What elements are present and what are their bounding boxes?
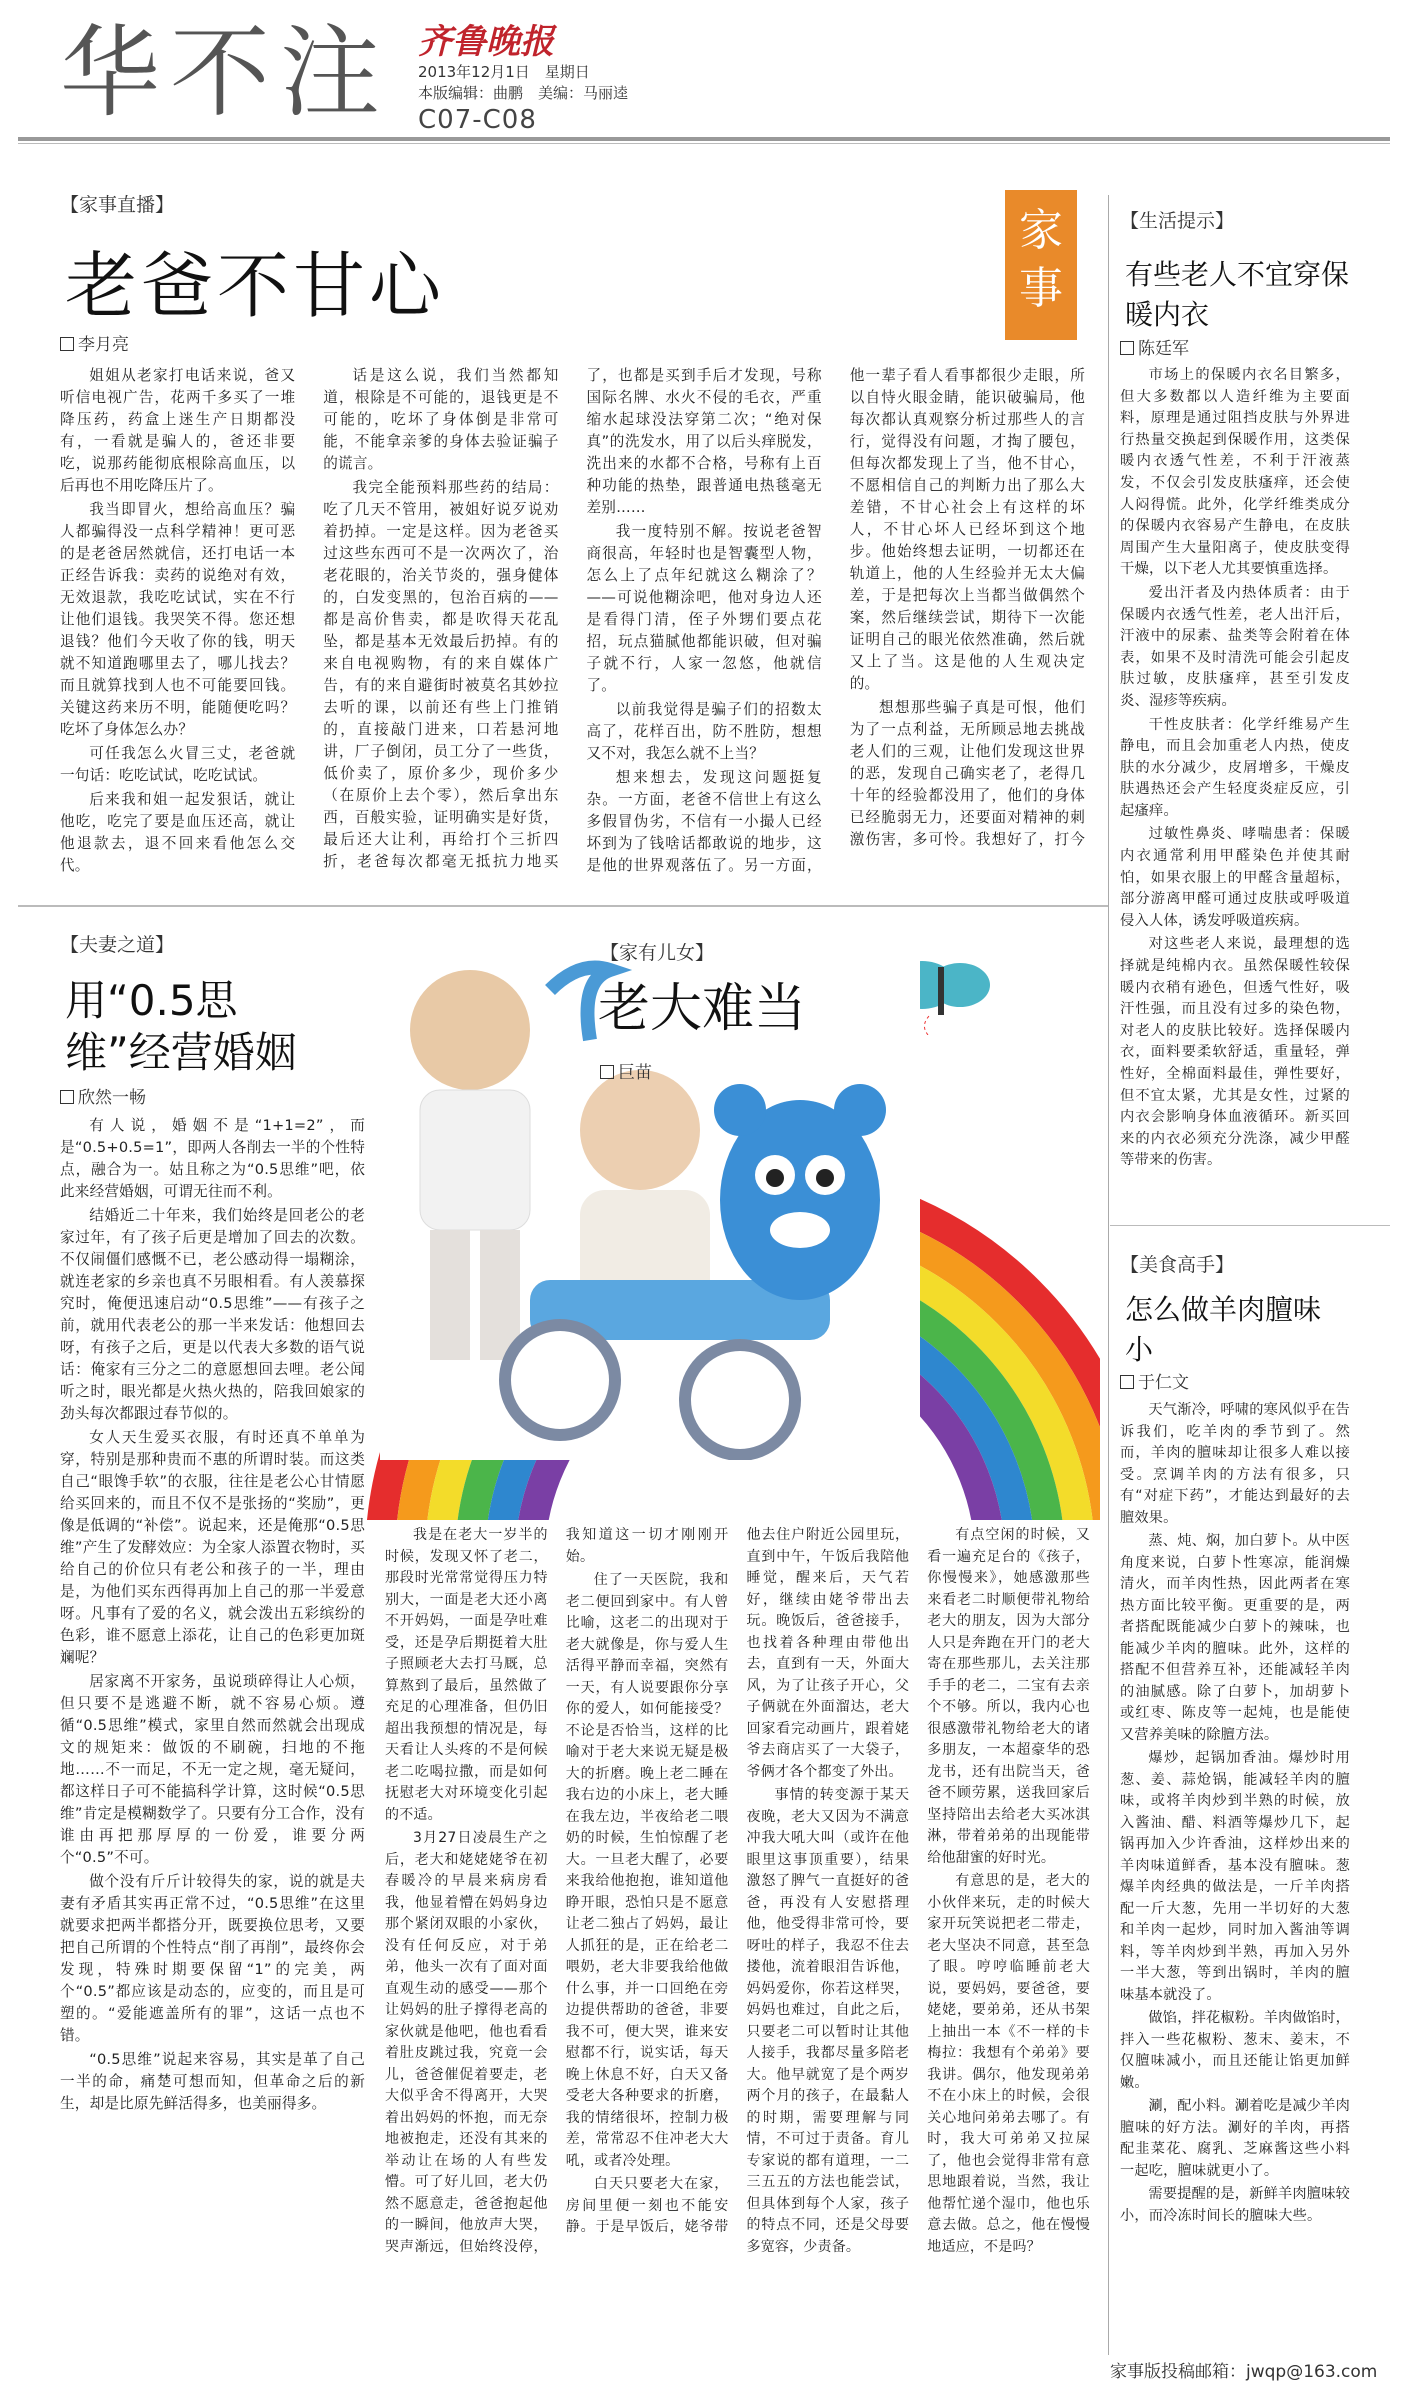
paragraph: 市场上的保暖内衣名目繁多，但大多数都以人造纤维为主要面料，原理是通过阻挡皮肤与外界进行热量交换起到保暖作用，这类保暖内衣透气性差，不利于汗液蒸发，不仅会引发皮肤瘙痒，还会使人闷得慌。此外，化学纤维类成分的保暖内衣容易产生静电，在皮肤周围产生大量阳离子，使皮肤变得干燥，以下老人尤其要慎重选择。 (1120, 367, 1350, 578)
editor-credits: 本版编辑：曲鹏 美编：马丽逵 (418, 84, 629, 102)
paragraph: 话是这么说，我们当然都知道，根除是不可能的，退钱更是不可能的，吃坏了身体倒是非常可能，不能拿亲爹的身体去验证骗子的谎言。 (323, 367, 559, 472)
section-tag-couple: 【夫妻之道】 (60, 934, 175, 956)
paragraph: 涮，配小料。涮着吃是减少羊肉膻味的好方法。涮好的羊肉，再搭配韭菜花、腐乳、芝麻酱这些小料一起吃，膻味就更小了。 (1120, 2098, 1350, 2179)
paragraph: 我是在老大一岁半的时候，发现又怀了老二，那段时光常常觉得压力特别大，一面是老大还小离不开妈妈，一面是孕吐难受，还是孕后期挺着大肚子照顾老大去打马厩，总算熬到了最后，虽然做了充足的心理准备，但仍旧超出我预想的情况是，每天看让人头疼的不是何候老二吃喝拉撒，而是如何抚慰老大对环境变化引起的不适。 (385, 1527, 548, 1823)
byline-a1: 李月亮 (60, 330, 129, 355)
paragraph: 住了一天医院，我和老二便回到家中。有人曾比喻，这老二的出现对于老大就像是，你与爱人生活得平静而幸福，突然有一天，有人说要跟你分享你的爱人，如何能接受？不论是否恰当，这样的比喻对于老大来说无疑是极大的折磨。晚上老二睡在我右边的小床上，老大睡在我左边，半夜给老二喂奶的时候，生怕惊醒了老大。一旦老大醒了，必要来我给他抱抱，谁知道他睁开眼，恐怕只是不愿意让老二独占了妈妈，最让人抓狂的是，正在给老二喂奶，老大非要我给他做什么事，并一口回绝在旁边提供帮助的爸爸，非要我不可，便大哭，谁来安慰都不行，说实话，每天晚上休息不好，白天又备受老大各种要求的折磨，我的情绪很坏，控制力极差，常常忍不住冲老大大吼，或者冷处理。 (565, 1572, 729, 2169)
paragraph: 我当即冒火，想给高血压？骗人都骗得没一点科学精神！更可恶的是老爸居然就信，还打电话一本正经告诉我：卖药的说绝对有效，无效退款，我吃吃试试，实在不行让他们退钱。我哭笑不得。您还想退钱？他们今天收了你的钱，明天就不知道跑哪里去了，哪儿找去？而且就算找到人也不可能要回钱。关键这药来历不明，能随便吃吗？吃坏了身体怎么办？ (60, 501, 296, 738)
paragraph: 做个没有斤斤计较得失的家，说的就是夫妻有矛盾其实再正常不过，“0.5思维”在这里就要求把两半都搭分开，既要换位思考，又要把自己所谓的个性特点“削了再削”，最终你会发现，特殊时期要保留“1”的完美，两个“0.5”都应该是动态的，应变的，而且是可塑的。“爱能遮盖所有的罪”，这话一点也不错。 (60, 1873, 365, 2044)
headline-dad: 老爸不甘心 (65, 244, 446, 328)
paragraph: 以前我觉得是骗子们的招数太高了，花样百出，防不胜防，想想又不对，我怎么就不上当？ (586, 701, 822, 762)
article-body-thermal (1120, 365, 1350, 1195)
headline-mutton: 怎么做羊肉膻味小 (1125, 1293, 1322, 1366)
paragraph: 后来我和姐一起发狠话，就让他吃，吃完了要是血压还高，就让他退款去，退不回来看他怎么交代。 (60, 791, 296, 874)
masthead-rule-thin (18, 143, 1390, 144)
paragraph: 女人天生爱买衣服，有时还真不单单为穿，特别是那种贵而不惠的所谓时装。而这类自己“眼馋手软”的衣服，往往是老公心甘情愿给买回来的，而且不仅不是张扬的“奖励”，更像是低调的“补偿”。说起来，还是俺那“0.5思维”产生了发酵效应：为全家人添置衣物时，买给自己的价位只有老公和孩子的一半，理由是，为他们买东西得再加上自己的那一半爱意呀。凡事有了爱的名义，就会泼出五彩缤纷的色彩，谁不愿意上添花，让自己的色彩更加斑斓呢？ (60, 1429, 365, 1666)
headline-eldest: 老大难当 (598, 979, 807, 1039)
issue-date: 2013年12月1日 星期日 (418, 63, 590, 81)
article-body-dad (60, 365, 1085, 885)
column-divider (1108, 195, 1109, 2355)
paragraph: 3月27日凌晨生产之后，老大和姥姥姥爷在初春暖冷的早晨来病房看我，他显着懵在妈妈身边那个紧闭双眼的小家伙，没有任何反应，对于弟弟，他头一次有了面对面直观生动的感受——那个让妈妈的肚子撑得老高的家伙就是他吧，他也看看着肚皮跳过我，究竟一会儿，爸爸催促着要走，老大似乎舍不得离开，大哭着出妈妈的怀抱，而无奈地被抱走，还没有其来的举动让在场的人有些发懵。可了好儿回，老大仍然不愿意走，爸爸抱起他的一瞬间，他放声大哭，哭声渐远，但始终没停，我知道这一切才刚刚开始。 (385, 1527, 729, 2255)
masthead-title: 华不注 (60, 14, 390, 131)
section-tag-food: 【美食高手】 (1120, 1254, 1235, 1276)
paragraph: 天气渐冷，呼啸的寒风似乎在告诉我们，吃羊肉的季节到了。然而，羊肉的膻味却让很多人难以接受。烹调羊肉的方法有很多，只有“对症下药”，才能达到最好的去膻效果。 (1120, 1402, 1350, 1526)
article-body-mutton (1120, 1400, 1350, 2340)
paragraph: 可任我怎么火冒三丈，老爸就一句话：吃吃试试，吃吃试试。 (60, 745, 296, 784)
paragraph: 居家离不开家务，虽说琐碎得让人心烦，但只要不是逃避不断，就不容易心烦。遵循“0.5思维”模式，家里自然而然就会出现成文的规矩来：做饭的不刷碗，扫地的不拖地……不一而足，不无一定之规，毫无疑问，都这样日子可不能搞科学计算，这时候“0.5思维”肯定是模糊数学了。只要有分工合作，没有谁由再把那厚厚的一份爱，谁要分两个“0.5”不可。 (60, 1673, 365, 1866)
submission-email: 家事版投稿邮箱：jwqp@163.com (1110, 2362, 1378, 2382)
paragraph: 想来想去，发现这问题挺复杂。一方面，老爸不信世上有这么多假冒伪劣，不信有一小撮人已经坏到为了钱啥话都敢说的地步，这是他的世界观落伍了。另一方面，他一辈子看人看事都很少走眼，所以自恃火眼金睛，能识破骗局，他每次都认真观察分析过那些人的言行，觉得没有问题，才掏了腰包，但每次都发现上了当，他不甘心，不愿相信自己的判断力出了那么大差错，不甘心社会上有这样的坏人，不甘心坏人已经坏到这个地步。他始终想去证明，一切都还在轨道上，他的人生经验并无太大偏差，于是把每次上当都当做偶然个案，然后继续尝试，期待下一次能证明自己的眼光依然准确，然后就又上了当。这是他的人生观决定的。 (586, 367, 1085, 874)
jiashi-stamp-icon: 家事 (1005, 190, 1077, 340)
paragraph: 爆炒，起锅加香油。爆炒时用葱、姜、蒜炝锅，能减轻羊肉的膻味，或将羊肉炒到半熟的时候，放入酱油、醋、料酒等爆炒几下，起锅再加入少许香油，这样炒出来的羊肉味道鲜香，基本没有膻味。葱爆羊肉经典的做法是，一斤羊肉搭配一斤大葱，先用一半切好的大葱和羊肉一起炒，同时加入酱油等调料，等羊肉炒到半熟，再加入另外一半大葱，等到出锅时，羊肉的膻味基本就没了。 (1120, 1750, 1350, 2003)
section-tag-tips: 【生活提示】 (1120, 210, 1235, 232)
masthead-meta (418, 62, 628, 104)
paragraph: 我一度特别不解。按说老爸智商很高，年轻时也是智囊型人物，怎么上了点年纪就这么糊涂了？——可说他糊涂吧，他对身边人还是看得门清，侄子外甥们要点花招，玩点猫腻他都能识破，但对骗子就不行，人家一忽悠，他就信了。 (586, 523, 822, 694)
paragraph: 我完全能预料那些药的结局：吃了几天不管用，被姐好说歹说劝着扔掉。一定是这样。因为老爸买过这些东西可不是一次两次了，治老花眼的，治关节炎的，强身健体的，白发变黑的，包治百病的——都是高价售卖，都是吹得天花乱坠，都是基本无效最后扔掉。有的来自电视购物，有的来自媒体广告，有的来自避街时被莫名其妙拉去听的课，以前还有些上门推销的，直接敲门进来，口若悬河地讲，厂子倒闭，员工分了一些货，低价卖了，原价多少，现价多少（在原价上去个零），然后拿出东西，百般实验，证明确实是好货，最后还大让利，再给打个三折四折，老爸每次都毫无抵抗力地买了，也都是买到手后才发现，号称国际名牌、水火不侵的毛衣，严重缩水起球没法穿第二次；“绝对保真”的洗发水，用了以后头痒脱发，洗出来的水都不合格，号称有上百种功能的热垫，跟普通电热毯毫无差别…… (323, 367, 822, 870)
byline-a2: 欣然一畅 (60, 1083, 146, 1108)
section-tag-kids: 【家有儿女】 (600, 942, 715, 964)
article-body-marriage (60, 1115, 365, 2340)
paragraph: 有点空闲的时候，又看一遍充足台的《孩子，你慢慢来》，她感激那些来看老二时顺便带礼物给老大的朋友，因为大部分人只是奔跑在开门的老大寄在那些那儿，去关注那手手的老二，二宝有去亲个不够。所以，我内心也很感激带礼物给老大的诸多朋友，一本超豪华的恐龙书，还有出院当天，爸爸不顾劳累，送我回家后坚持陪出去给老大买冰淇淋，带着弟弟的出现能带给他甜蜜的好时光。 (927, 1527, 1090, 1866)
section-rule-right (1110, 1225, 1390, 1226)
paragraph: 事情的转变源于某天夜晚，老大又因为不满意冲我大吼大叫（或许在他眼里这事顶重要），结果激怒了脾气一直挺好的爸爸，再没有人安慰搭理他，他受得非常可怜，要呀吐的样子，我忍不住去搂他，流着眼泪告诉他，妈妈爱你，你若这样哭，妈妈也难过，自此之后，只要老二可以暂时让其他人接手，我都尽量多陪老大。他早就宽了是个两岁两个月的孩子，在最黏人的时期，需要理解与同情，不可过于责备。育儿专家说的都有道理，一二三五五的方法也能尝试，但具体到每个人家，孩子的特点不同，还是父母要多宽容，少责备。 (746, 1787, 910, 2255)
page-numbers: C07-C08 (418, 105, 537, 135)
paragraph: 需要提醒的是，新鲜羊肉膻味较小，而冷冻时间长的膻味大些。 (1120, 2186, 1350, 2224)
paragraph: 做馅，拌花椒粉。羊肉做馅时，拌入一些花椒粉、葱末、姜末，不仅膻味减小，而且还能让馅更加鲜嫩。 (1120, 2010, 1350, 2091)
byline-a4: 陈廷军 (1120, 334, 1189, 359)
paragraph: 对这些老人来说，最理想的选择就是纯棉内衣。虽然保暖性较保暖内衣稍有逊色，但透气性好，吸汗性强，而且没有过多的染色物，对老人的皮肤比较好。选择保暖内衣，面料要柔软舒适，重量轻，弹性好，全棉面料最佳，弹性要好，但不宜太紧，尤其是女性，过紧的内衣会影响身体血液循环。新买回来的内衣必须充分洗涤，减少甲醛等带来的伤害。 (1120, 936, 1350, 1169)
paragraph: 过敏性鼻炎、哮喘患者：保暖内衣通常利用甲醛染色并使其耐怕，如果衣服上的甲醛含量超标，部分游离甲醛可通过皮肤或呼吸道侵入人体，诱发呼吸道疾病。 (1120, 826, 1350, 929)
paragraph: 有意思的是，老大的小伙伴来玩，走的时候大家开玩笑说把老二带走，老大坚决不同意，甚至急了眼。哼哼临睡前老大说，要妈妈，要爸爸，要姥姥，要弟弟，还从书架上抽出一本《不一样的卡梅拉：我想有个弟弟》要我讲。偶尔，他发现弟弟不在小床上的时候，会很关心地问弟弟去哪了。有时，我大可弟弟又拉屎了，他也会觉得非常有意思地跟着说，当然，我让他帮忙递个湿巾，他也乐意去做。总之，他在慢慢地适应，不是吗？ (927, 1873, 1090, 2255)
newspaper-logo: 齐鲁晚报 (418, 22, 554, 62)
section-tag-family-live: 【家事直播】 (60, 194, 175, 216)
article-body-eldest (385, 1525, 1090, 2340)
paragraph: 姐姐从老家打电话来说，爸又听信电视广告，花两千多买了一堆降压药，药盒上迷生产日期都没有，一看就是骗人的，爸还非要吃，说那药能彻底根除高血压，以后再也不用吃降压片了。 (60, 367, 296, 494)
paragraph: “0.5思维”说起来容易，其实是革了自己一半的命，痛楚可想而知，但革命之后的新生，却是比原先鲜活得多，也美丽得多。 (60, 2051, 365, 2112)
paragraph: 结婚近二十年来，我们始终是回老公的老家过年，有了孩子后更是增加了回去的次数。不仅闹僵们感慨不已，老公感动得一塌糊涂，就连老家的乡亲也真不另眼相看。有人羡慕探究时，俺便迅速启动“0.5思维”——有孩子之前，就用代表老公的那一半来发话：他想回去呀，有孩子之后，更是以代表大多数的语气说话：俺家有三分之二的意愿想回去哩。老公闻听之时，眼光都是火热火热的，陪我回娘家的劲头每次都跟过春节似的。 (60, 1207, 365, 1422)
paragraph: 有人说，婚姻不是“1+1=2”，而是“0.5+0.5=1”，即两人各削去一半的个性特点，融合为一。姑且称之为“0.5思维”吧，依此来经营婚姻，可谓无往而不利。 (60, 1117, 365, 1200)
paragraph: 想想那些骗子真是可恨，他们为了一点利益，无所顾忌地去挑战老人们的三观，让他们发现这世界的恶，发现自己确实老了，老得几十年的经验都没用了，他们的身体已经脆弱无力，还要面对精神的刺激伤害，多可怜。我想好了，打今 (849, 699, 1085, 848)
paragraph: 干性皮肤者：化学纤维易产生静电，而且会加重老人内热，使皮肤的水分减少，皮屑增多，干燥皮肤遇热还会产生轻度炎症反应，引起瘙痒。 (1120, 716, 1350, 819)
masthead-rule (18, 137, 1390, 141)
paragraph: 蒸、炖、焖，加白萝卜。从中医角度来说，白萝卜性寒凉，能润燥清火，而羊肉性热，因此两者在寒热方面比较平衡。更重要的是，两者搭配既能减少白萝卜的辣味，也能减少羊肉的膻味。此外，这样的搭配不但营养互补，还能减轻羊肉的油腻感。除了白萝卜，加胡萝卜或红枣、陈皮等一起炖，也是能使又营养美味的除膻方法。 (1120, 1533, 1350, 1743)
byline-a3: 巨苗 (600, 1058, 652, 1083)
byline-a5: 于仁文 (1120, 1368, 1189, 1393)
headline-marriage: 用“0.5思维”经营婚姻 (65, 976, 297, 1077)
paragraph: 白天只要老大在家，房间里便一刻也不能安静。于是早饭后，姥爷带他去住户附近公园里玩，直到中午，午饭后我陪他睡觉，醒来后，天气若好，继续由姥爷带出去玩。晚饭后，爸爸接手，也找着各种理由带他出去，直到有一天，外面大风，为了让孩子开心，父子俩就在外面溜达，老大回家看完动画片，跟着姥爷去商店买了一大袋子，爷俩才各个都变了外出。 (565, 1527, 910, 2235)
headline-thermal: 有些老人不宜穿保暖内衣 (1125, 258, 1350, 331)
paragraph: 爱出汗者及内热体质者：由于保暖内衣透气性差，老人出汗后，汗液中的尿素、盐类等会附着在体表，如果不及时清洗可能会引起皮肤过敏，皮肤瘙痒，甚至引发皮炎、湿疹等疾病。 (1120, 584, 1350, 709)
